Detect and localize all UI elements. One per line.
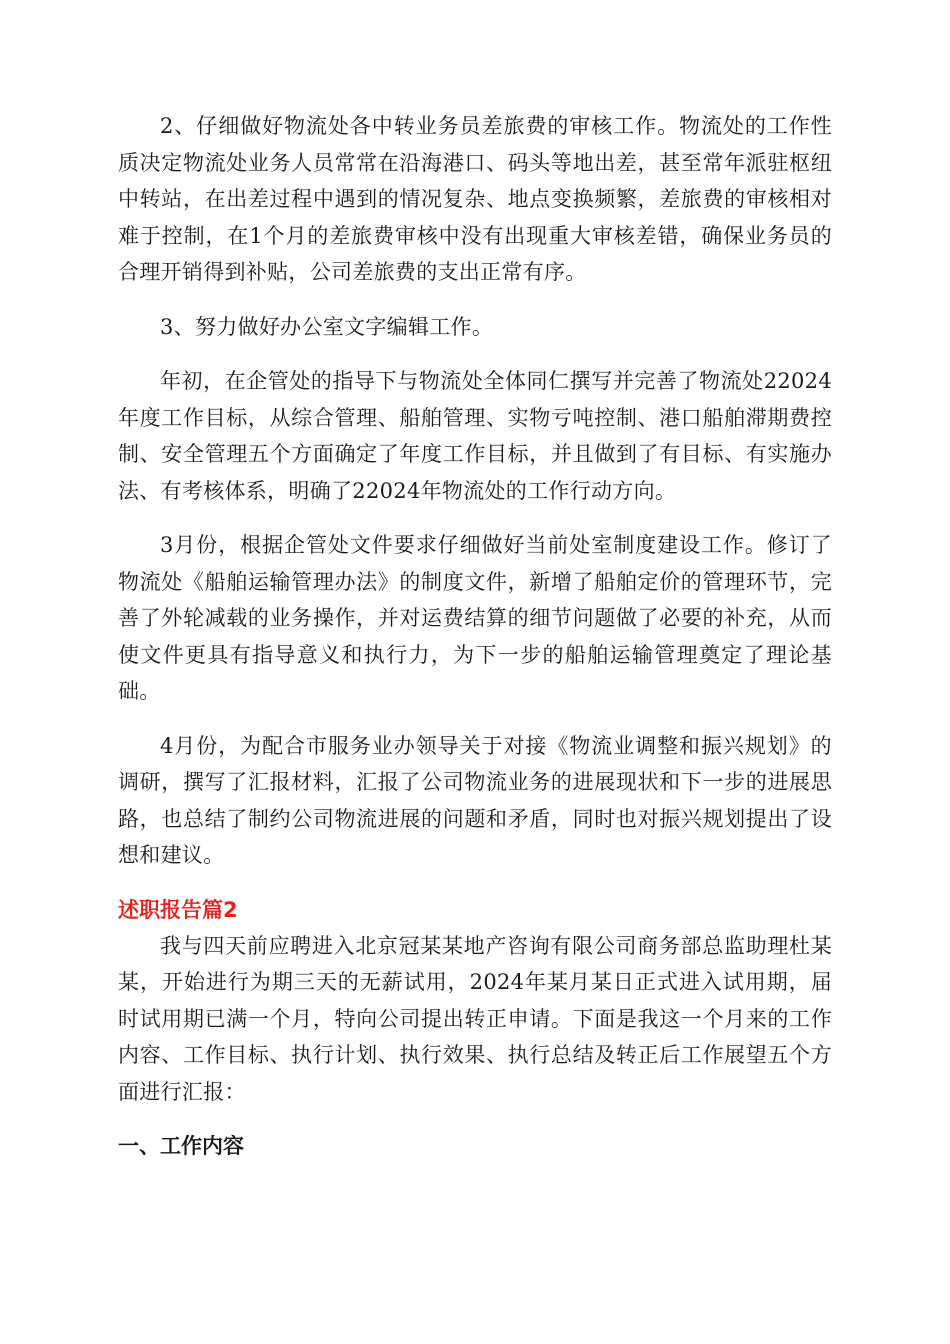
paragraph-april-work: 4月份，为配合市服务业办领导关于对接《物流业调整和振兴规划》的调研，撰写了汇报材料，汇报了公司物流业务的进展现状和下一步的进展思路，也总结了制约公司物流进展的问题和矛盾，同时也对振兴规划提出了设想和建议。 bbox=[118, 733, 832, 867]
paragraph-travel-expense-review: 2、仔细做好物流处各中转业务员差旅费的审核工作。物流处的工作性质决定物流处业务人员常常在沿海港口、码头等地出差，甚至常年派驻枢纽中转站，在出差过程中遇到的情况复杂、地点变换频繁，差旅费的审核相对难于控制，在1个月的差旅费审核中没有出现重大审核差错，确保业务员的合理开销得到补贴，公司差旅费的支出正常有序。 bbox=[118, 114, 832, 284]
paragraph-editing-work: 3、努力做好办公室文字编辑工作。 bbox=[160, 314, 494, 339]
paragraph-annual-goals: 年初，在企管处的指导下与物流处全体同仁撰写并完善了物流处22024年度工作目标，从综合管理、船舶管理、实物亏吨控制、港口船舶滞期费控制、安全管理五个方面确定了年度工作目标，并且做到了有目标、有实施办法、有考核体系，明确了22024年物流处的工作行动方向。 bbox=[118, 369, 832, 503]
document-page bbox=[118, 108, 832, 1164]
section-title: 述职报告篇2 bbox=[118, 897, 238, 922]
paragraph-march-work: 3月份，根据企管处文件要求仔细做好当前处室制度建设工作。修订了物流处《船舶运输管理办法》的制度文件，新增了船舶定价的管理环节，完善了外轮减载的业务操作，并对运费结算的细节问题做了必要的补充，从而使文件更具有指导意义和执行力，为下一步的船舶运输管理奠定了理论基础。 bbox=[118, 533, 832, 703]
paragraph-probation-intro: 我与四天前应聘进入北京冠某某地产咨询有限公司商务部总监助理杜某某，开始进行为期三天的无薪试用，2024年某月某日正式进入试用期，届时试用期已满一个月，特向公司提出转正申请。下面是我这一个月来的工作内容、工作目标、执行计划、执行效果、执行总结及转正后工作展望五个方面进行汇报： bbox=[118, 933, 832, 1104]
subheading-work-content: 一、工作内容 bbox=[118, 1134, 244, 1158]
